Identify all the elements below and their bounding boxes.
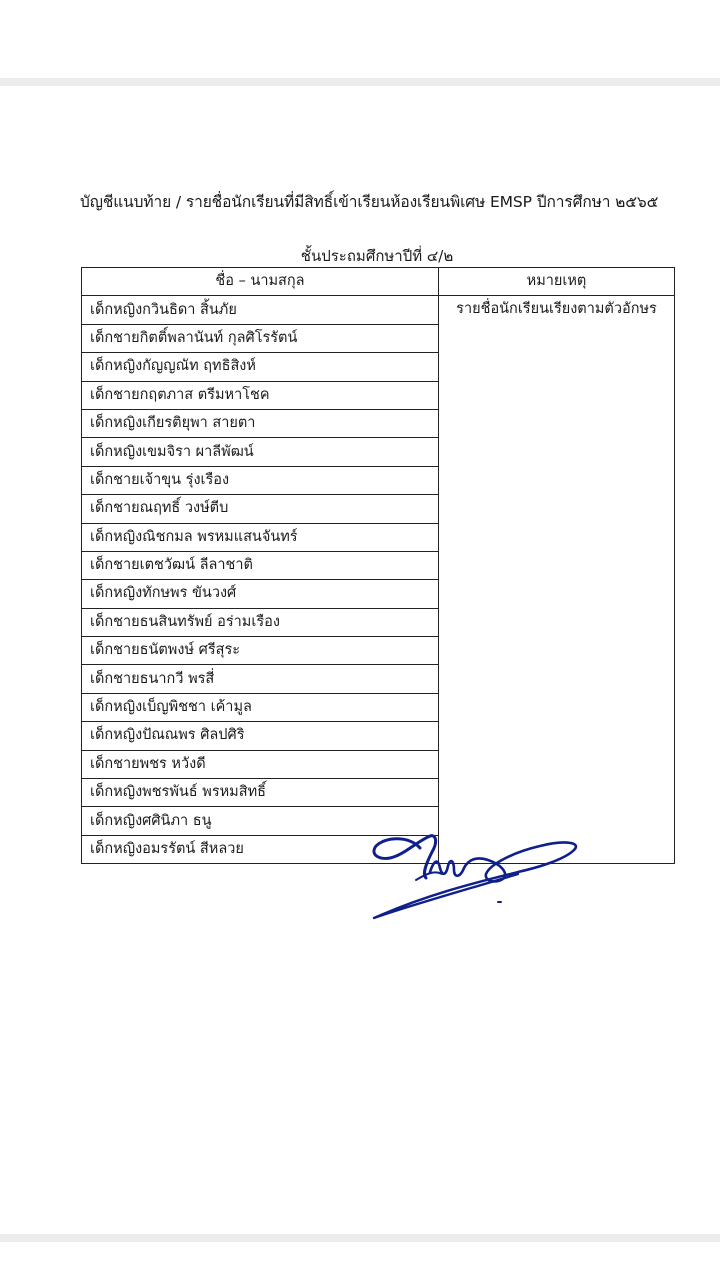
table-header-row [82, 268, 675, 296]
document-subtitle: ชั้นประถมศึกษาปีที่ ๔/๒ [300, 247, 454, 265]
student-name: เด็กหญิงเขมจิรา ผาลีพัฒน์ [82, 438, 439, 466]
student-name: เด็กชายกฤตภาส ตรีมหาโชค [82, 381, 439, 409]
student-name: เด็กหญิงพชรพันธ์ พรหมสิทธิ์ [82, 779, 439, 807]
student-name: เด็กชายธนัตพงษ์ ศรีสุระ [82, 637, 439, 665]
student-name: เด็กหญิงศศินิภา ธนู [82, 807, 439, 835]
student-name: เด็กหญิงปัณณพร ศิลปศิริ [82, 722, 439, 750]
student-roster-table [81, 267, 675, 864]
signature [368, 828, 588, 928]
table-row [82, 296, 675, 324]
student-name: เด็กหญิงทักษพร ขันวงศ์ [82, 580, 439, 608]
student-name: เด็กชายธนสินทรัพย์ อร่ามเรือง [82, 608, 439, 636]
student-name: เด็กชายเตชวัฒน์ ลีลาชาติ [82, 551, 439, 579]
student-name: เด็กชายเจ้าขุน รุ่งเรือง [82, 466, 439, 494]
student-name: เด็กหญิงเกียรติยุพา สายตา [82, 409, 439, 437]
student-name: เด็กหญิงเบ็ญพิชชา เค้ามูล [82, 693, 439, 721]
header-name: ชื่อ – นามสกุล [82, 268, 439, 296]
note-cell: รายชื่อนักเรียนเรียงตามตัวอักษร [439, 296, 675, 864]
student-name: เด็กชายธนากวี พรสี่ [82, 665, 439, 693]
student-name: เด็กหญิงกวินธิดา สิ้นภัย [82, 296, 439, 324]
student-name: เด็กชายพชร หวังดี [82, 750, 439, 778]
bottom-band [0, 1234, 720, 1242]
header-note: หมายเหตุ [439, 268, 675, 296]
student-name: เด็กชายกิตติ์พลานันท์ กุลศิโรรัตน์ [82, 324, 439, 352]
student-name: เด็กหญิงอมรรัตน์ สีหลวย [82, 835, 439, 863]
student-name: เด็กหญิงกัญญณัท ฤทธิสิงห์ [82, 353, 439, 381]
document-title: บัญชีแนบท้าย / รายชื่อนักเรียนที่มีสิทธิ์เข้าเรียนห้องเรียนพิเศษ EMSP ปีการศึกษา ๒๕๖๕ [80, 193, 659, 211]
student-name: เด็กหญิงณิชกมล พรหมแสนจันทร์ [82, 523, 439, 551]
student-name: เด็กชายณฤทธิ์ วงษ์ตีบ [82, 495, 439, 523]
top-band [0, 78, 720, 86]
